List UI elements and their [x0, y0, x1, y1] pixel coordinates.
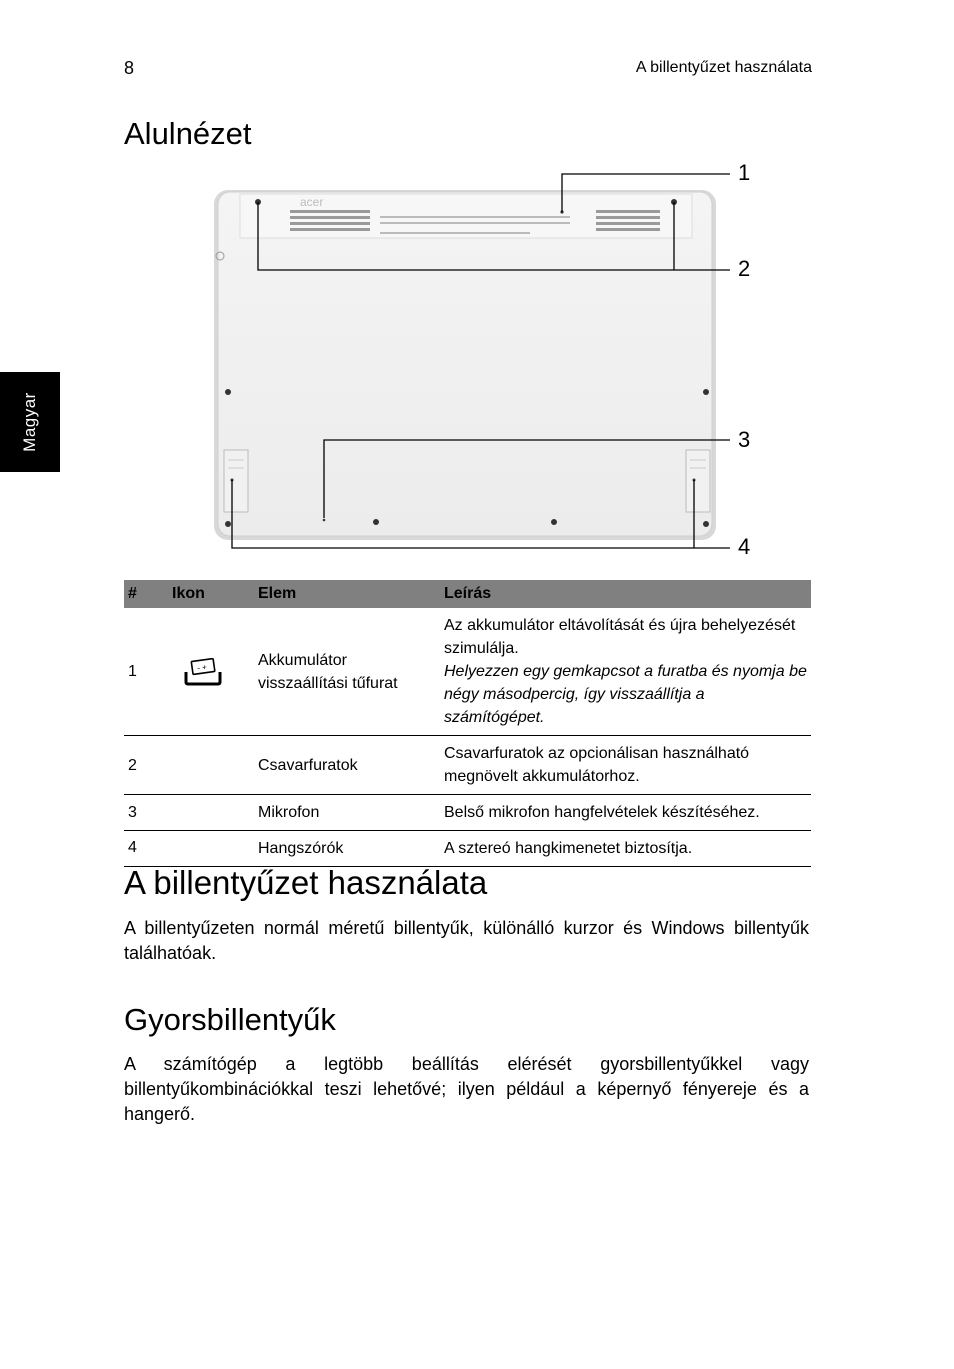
bottom-view-table — [124, 580, 811, 867]
header-description: Leírás — [440, 580, 811, 608]
row-item: Akkumulátor visszaállítási tűfurat — [254, 608, 440, 736]
keyboard-paragraph: A billentyűzeten normál méretű billentyűk, különálló kurzor és Windows billentyűk találhatóak. — [124, 918, 809, 963]
row-description — [440, 608, 811, 736]
table-row — [124, 736, 811, 795]
table-row — [124, 795, 811, 831]
row-num: 2 — [124, 736, 168, 795]
row-num: 4 — [124, 831, 168, 867]
section-title-hotkeys: Gyorsbillentyűk — [124, 1002, 336, 1037]
callout-1: 1 — [738, 160, 751, 185]
row-description: Csavarfuratok az opcionálisan használható megnövelt akkumulátorhoz. — [440, 736, 811, 795]
table-row — [124, 831, 811, 867]
svg-text:- +: - + — [196, 662, 208, 673]
row-description-text: Az akkumulátor eltávolítását és újra behelyezését szimulálja. — [444, 617, 796, 657]
header-num: # — [124, 580, 168, 608]
header-item: Elem — [254, 580, 440, 608]
row-icon — [168, 736, 254, 795]
row-item: Csavarfuratok — [254, 736, 440, 795]
row-description-note: Helyezzen egy gemkapcsot a furatba és nyomja be négy másodpercig, így visszaállítja a számítógépet. — [444, 663, 807, 726]
callout-3: 3 — [738, 427, 751, 452]
running-header: A billentyűzet használata — [635, 59, 812, 76]
language-tab-label: Magyar — [20, 392, 39, 452]
row-icon — [168, 795, 254, 831]
section-title-bottom-view: Alulnézet — [124, 116, 252, 151]
battery-reset-icon — [184, 658, 222, 686]
row-item: Mikrofon — [254, 795, 440, 831]
row-description: A sztereó hangkimenetet biztosítja. — [440, 831, 811, 867]
row-description: Belső mikrofon hangfelvételek készítéséhez. — [440, 795, 811, 831]
section-title-keyboard: A billentyűzet használata — [124, 864, 488, 901]
svg-text:acer: acer — [300, 195, 324, 209]
table-row — [124, 608, 811, 736]
language-side-tab — [0, 372, 60, 472]
laptop-bottom-illustration — [200, 160, 760, 560]
row-num: 3 — [124, 795, 168, 831]
hotkeys-paragraph: A számítógép a legtöbb beállítás elérését gyorsbillentyűkkel vagy billentyűkombinációkkal teszi lehetővé; ilyen például a képernyő fényereje és a hangerő. — [124, 1054, 809, 1124]
laptop-bottom-diagram — [200, 160, 760, 560]
row-item: Hangszórók — [254, 831, 440, 867]
table-header-row — [124, 580, 811, 608]
row-icon — [168, 831, 254, 867]
callout-2: 2 — [738, 256, 751, 281]
page-number: 8 — [124, 58, 135, 78]
row-num: 1 — [124, 608, 168, 736]
header-icon: Ikon — [168, 580, 254, 608]
row-icon — [168, 608, 254, 736]
callout-4: 4 — [738, 534, 751, 559]
